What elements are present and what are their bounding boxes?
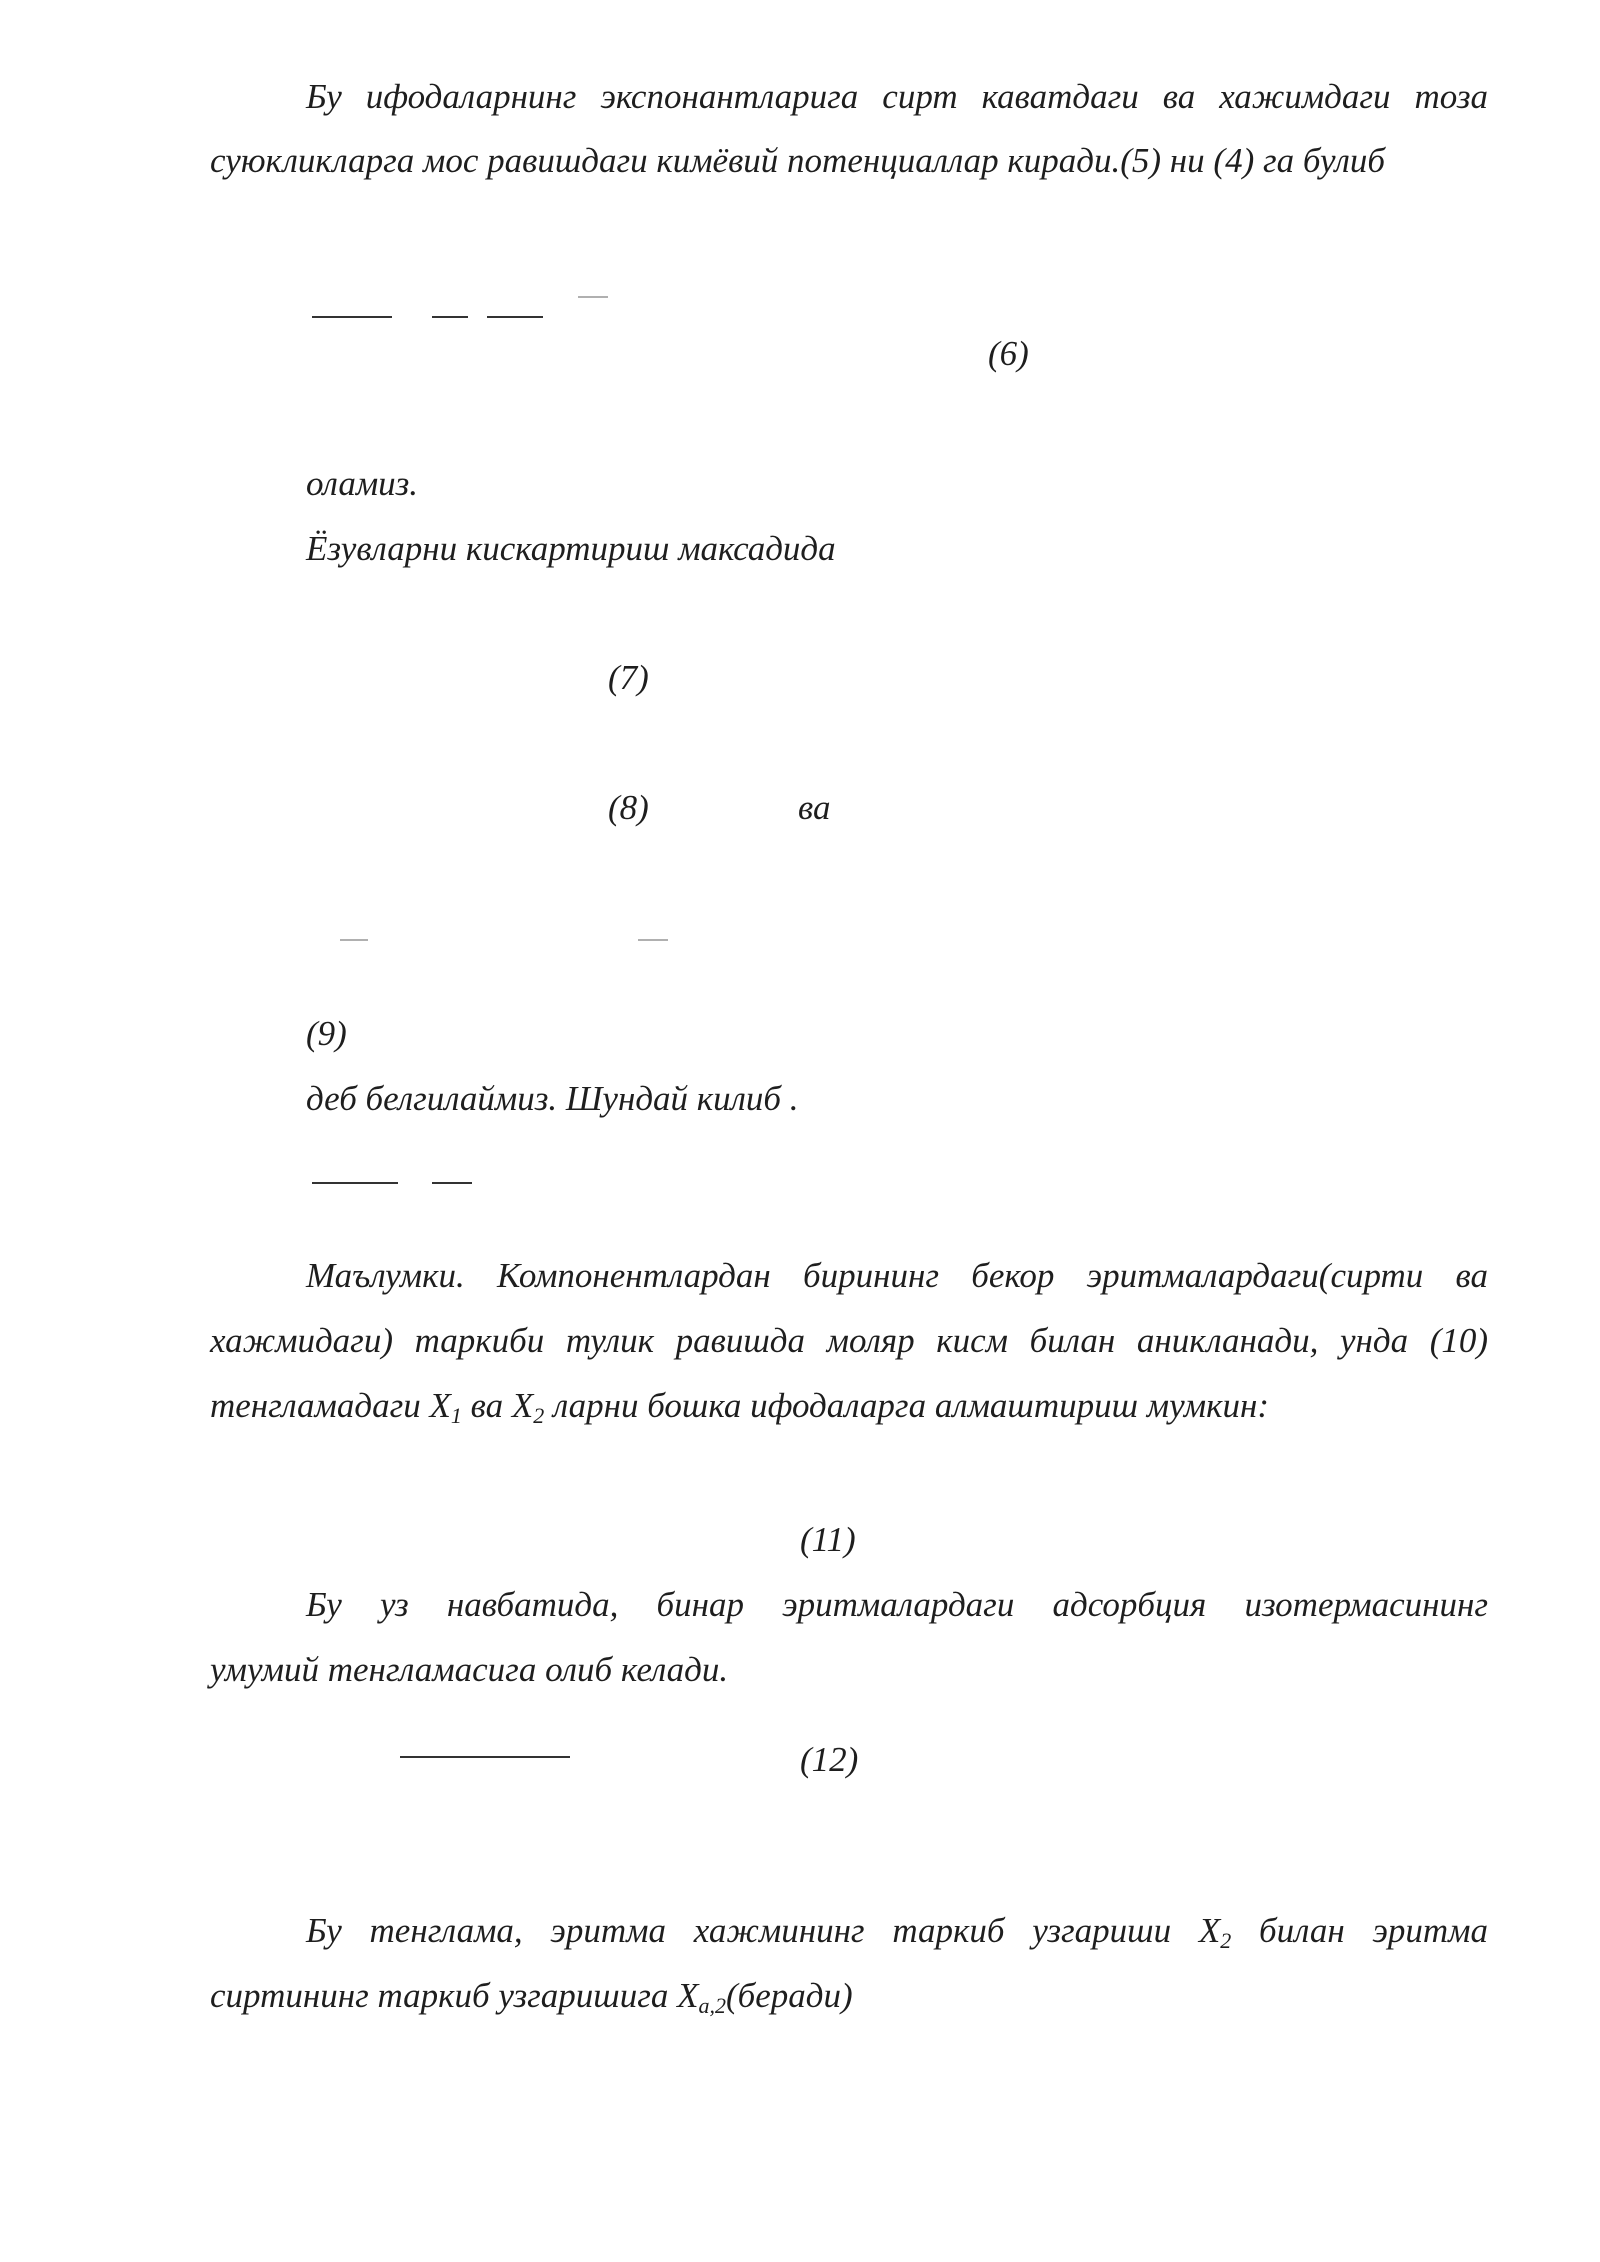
text-abbreviation-intro: Ёзувларни кискартириш максадида	[306, 529, 836, 568]
paragraph-1-line-2: суюкликларга мос равишдаги кимёвий потенциаллар киради.(5) ни (4) га булиб	[210, 141, 1385, 180]
text-olamiz: оламиз.	[306, 464, 419, 503]
equation-number-12: (12)	[800, 1740, 859, 1779]
formula-6-fraction-bar	[432, 316, 468, 318]
equation-number-6: (6)	[988, 334, 1029, 373]
formula-12-fraction-bar	[400, 1756, 570, 1758]
equation-number-7: (7)	[608, 658, 649, 697]
paragraph-2-line-1: Маълумки. Компонентлардан бирининг бекор эритмалардаги(сирти ва	[306, 1256, 1488, 1295]
paragraph-2-line-2: хажмидаги) таркиби тулик равишда моляр кисм билан аникланади, унда (10)	[210, 1321, 1488, 1360]
paragraph-4-line-2: сиртининг таркиб узгаришига $X_{a,2}(беради)$	[210, 1976, 853, 2018]
paragraph-3-line-2: умумий тенгламасига олиб келади.	[210, 1650, 729, 1689]
equation-number-11: (11)	[800, 1520, 856, 1559]
formula-fraction-bar	[312, 1182, 398, 1184]
formula-fraction-bar	[432, 1182, 472, 1184]
formula-9-fraction-bar	[638, 939, 668, 941]
formula-9-fraction-bar	[340, 939, 368, 941]
text-deb-belgilaymiz: деб белгилаймиз. Шундай килиб .	[306, 1079, 799, 1118]
paragraph-3-line-1: Бу уз навбатида, бинар эритмалардаги адсорбция изотермасининг	[306, 1585, 1488, 1624]
equation-number-9: (9)	[306, 1014, 347, 1053]
text-va: ва	[798, 788, 831, 827]
formula-6-fraction-bar	[312, 316, 392, 318]
formula-6-fraction-bar	[578, 296, 608, 298]
paragraph-4-line-1: Бу тенглама, эритма хажмининг таркиб узгариши $X_2$ билан эритма	[306, 1911, 1488, 1953]
paragraph-2-line-3: тенгламадаги $X_1$ ва $X_2$ ларни бошка ифодаларга алмаштириш мумкин:	[210, 1386, 1270, 1428]
paragraph-1-line-1: Бу ифодаларнинг экспонантларига сирт каватдаги ва хажимдаги тоза	[306, 77, 1488, 116]
equation-number-8: (8)	[608, 788, 649, 827]
formula-6-fraction-bar	[487, 316, 543, 318]
